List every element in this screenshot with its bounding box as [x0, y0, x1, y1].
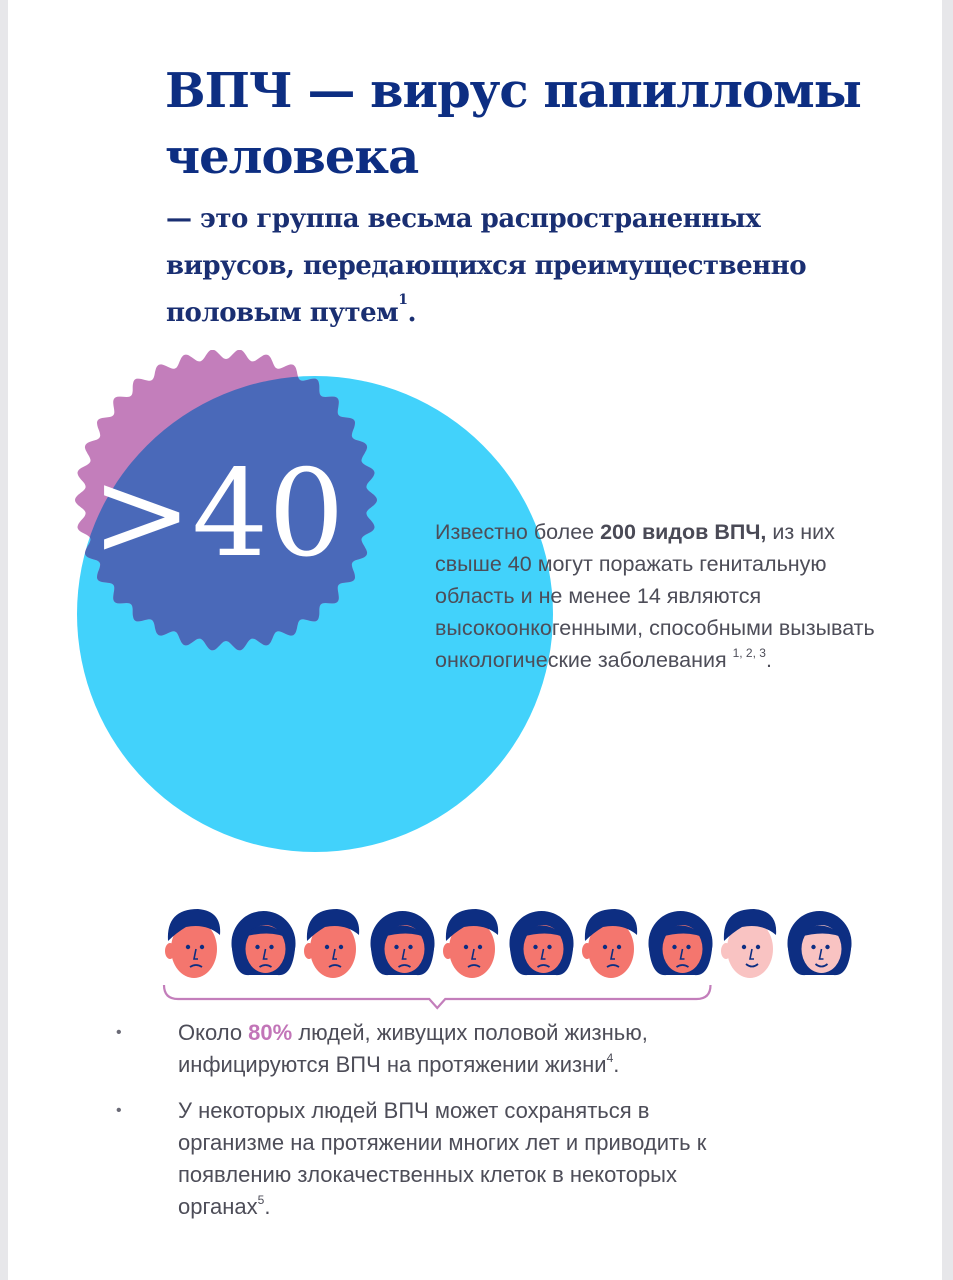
bullet-prefix: Около — [178, 1020, 249, 1045]
subtitle-footnote-ref: 1 — [398, 292, 408, 308]
bullet-footnote-ref: 5 — [257, 1193, 265, 1207]
document-page — [8, 0, 942, 1280]
faces-illustration — [8, 895, 942, 1020]
bullet-list — [116, 1017, 756, 1237]
bullet-marker: • — [116, 1024, 122, 1041]
male-face-icon — [443, 909, 498, 978]
stat-value: >40 — [91, 445, 345, 584]
bullet-text: людей, живущих половой жизнью, инфицируются ВПЧ на протяжении жизни — [178, 1020, 648, 1077]
female-face-icon — [649, 911, 713, 975]
bullet-footnote-ref: 4 — [606, 1051, 614, 1065]
bullet-end: . — [264, 1194, 271, 1219]
bullet-marker: • — [116, 1102, 122, 1119]
bullet-item-infection-rate — [116, 1017, 756, 1081]
bullet-highlight-percent: 80% — [248, 1020, 293, 1045]
subtitle-text: — это группа весьма распространенных вирусов, передающихся преимущественно половым путем — [166, 204, 807, 328]
female-face-icon — [232, 911, 296, 975]
info-text — [435, 516, 875, 676]
bullet-end: . — [613, 1052, 620, 1077]
bullet-item-persistence — [116, 1095, 756, 1223]
male-face-icon — [721, 909, 776, 978]
subtitle-end: . — [407, 298, 417, 328]
info-rest: из них свыше 40 могут поражать генитальную область и не менее 14 являются высокоонкогенными, способными вызывать онкологические заболевания — [435, 520, 875, 672]
infected-bracket — [164, 985, 711, 1008]
female-face-icon — [371, 911, 435, 975]
male-face-icon — [304, 909, 359, 978]
male-face-icon — [582, 909, 637, 978]
page-subtitle — [166, 196, 866, 337]
info-footnote-refs: 1, 2, 3 — [732, 646, 766, 660]
bullet-text: У некоторых людей ВПЧ может сохраняться в организме на протяжении многих лет и приводить к появлению злокачественных клеток в некоторых органах — [178, 1098, 707, 1219]
female-face-icon — [510, 911, 574, 975]
info-prefix: Известно более — [435, 520, 601, 544]
info-bold: 200 видов ВПЧ, — [600, 520, 767, 544]
male-face-icon — [165, 909, 220, 978]
female-face-icon — [788, 911, 852, 975]
page-title: ВПЧ — вирус папилломы человека — [165, 63, 861, 185]
info-end: . — [765, 648, 772, 672]
